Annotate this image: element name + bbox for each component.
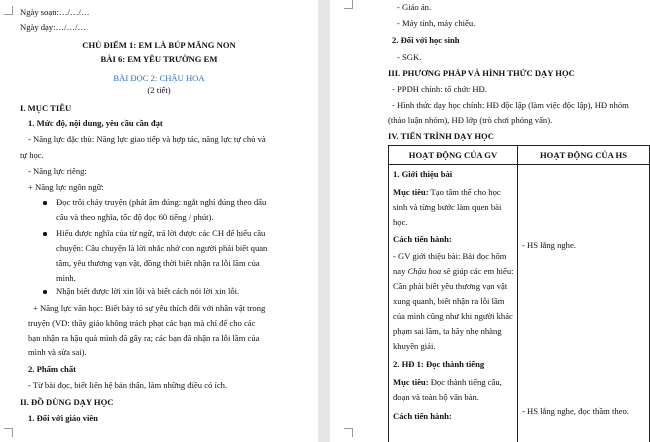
list-item: - Máy tính, máy chiếu.: [397, 18, 476, 28]
table-divider: [517, 146, 518, 442]
section-heading: IV. TIẾN TRÌNH DẠY HỌC: [388, 131, 494, 141]
table-header-student: HOẠT ĐỘNG CỦA HS: [540, 150, 627, 160]
bullet-item-cont: tâm, yêu thương vạn vật, đồng thời biết nhận ra lỗi lầm của: [56, 258, 260, 268]
goal-text: Tạo tâm thế cho học: [428, 187, 501, 197]
activity-step-cont: khuyên giải.: [393, 341, 436, 351]
method-label: Cách tiến hành:: [393, 411, 452, 421]
activity-goal-cont: học.: [393, 217, 408, 227]
document-page-left: [0, 0, 318, 442]
activity-goal: [393, 377, 502, 388]
paragraph: + Năng lực ngôn ngữ:: [28, 182, 104, 192]
periods: (2 tiết): [147, 85, 171, 95]
date-taught: Ngày dạy:…/…/…: [20, 22, 87, 32]
paragraph: - Năng lực riêng:: [28, 166, 87, 176]
margin-marker: [4, 6, 13, 15]
paragraph: - Từ bài đọc, biết liên hệ bản thân, làm những điều có ích.: [28, 380, 228, 390]
date-prepared: Ngày soạn:…/…/…: [20, 7, 90, 17]
paragraph: mình và sửa sai).: [28, 347, 87, 357]
paragraph: - PPDH chính: tổ chức HĐ.: [392, 84, 487, 94]
paragraph: truyện (VD: thầy giáo không trách phạt các bạn mà chỉ để cho các: [28, 318, 256, 328]
sub-heading: 2. Phẩm chất: [28, 364, 76, 374]
table-divider: [389, 164, 649, 165]
text-run: nay: [393, 266, 408, 276]
activity-title: 2. HĐ 1: Đọc thành tiếng: [393, 359, 485, 369]
activity-step-cont: phạm sai lầm, ta hãy nhẹ nhàng: [393, 326, 502, 336]
sub-heading: 1. Đối với giáo viên: [28, 413, 98, 423]
activity-step-cont: xung quanh, biết nhận ra lỗi lầm: [393, 296, 505, 306]
table-header-teacher: HOẠT ĐỘNG CỦA GV: [408, 150, 498, 160]
activity-goal: [393, 187, 501, 198]
theme-title: CHỦ ĐIỂM 1: EM LÀ BÚP MĂNG NON: [82, 40, 236, 50]
bullet-item-cont: câu và theo nghĩa, tốc độ đọc 60 tiếng / phút).: [56, 212, 214, 222]
method-label: Cách tiến hành:: [393, 234, 452, 244]
margin-marker: [344, 428, 353, 437]
story-title: Chậu hoa: [407, 266, 442, 276]
paragraph: + Năng lực văn học: Biết bày tỏ sự yêu thích đối với nhân vật trong: [33, 303, 266, 313]
section-heading: II. ĐỒ DÙNG DẠY HỌC: [20, 397, 114, 407]
paragraph: (thảo luận nhóm), HĐ lớp (trò chơi phỏng vấn).: [388, 115, 553, 125]
activity-step-cont: [393, 266, 514, 277]
bullet-item-cont: chuyện: Câu chuyện là lời nhắc nhở con người phải biết quan: [56, 243, 268, 253]
lesson-activity-table: [388, 145, 650, 442]
activity-step-cont: Cần phải biết yêu thương vạn vật: [393, 281, 508, 291]
bullet-item: Hiểu được nghĩa của từ ngữ, trả lời được các CH để hiểu câu: [56, 228, 266, 238]
goal-label: Mục tiêu:: [393, 377, 429, 387]
paragraph: - Hình thức dạy học chính: HĐ độc lập (làm việc độc lập), HĐ nhóm: [392, 100, 629, 110]
paragraph: - Năng lực đặc thù: Năng lực giao tiếp và hợp tác, năng lực tự chủ và: [28, 134, 266, 144]
section-heading: III. PHƯƠNG PHÁP VÀ HÌNH THỨC DẠY HỌC: [388, 68, 575, 78]
list-item: - SGK.: [397, 52, 422, 62]
goal-label: Mục tiêu:: [393, 187, 429, 197]
text-run: sẽ giúp các em hiểu:: [441, 266, 514, 276]
paragraph: bạn nhận ra hậu quả mình đã gây ra; các bạn đã nhận ra lỗi lầm của: [28, 333, 260, 343]
student-activity: - HS lắng nghe, đọc thầm theo.: [522, 406, 629, 416]
bullet-item: Nhận biết được lời xin lỗi và biết cách nói lời xin lỗi.: [56, 286, 240, 296]
section-heading: I. MỤC TIÊU: [20, 103, 72, 113]
sub-heading: 2. Đối với học sinh: [392, 35, 460, 45]
reading-title: BÀI ĐỌC 2: CHẬU HOA: [113, 73, 205, 83]
activity-title: 1. Giới thiệu bài: [393, 169, 453, 179]
goal-text: Đọc thành tiếng câu,: [428, 377, 502, 387]
paragraph: tự học.: [20, 150, 44, 160]
student-activity: - HS lắng nghe.: [522, 240, 576, 250]
lesson-title: BÀI 6: EM YÊU TRƯỜNG EM: [100, 54, 218, 64]
list-item: - Giáo án.: [397, 2, 432, 12]
document-page-right: [330, 0, 650, 442]
bullet-item: Đọc trôi chảy truyện (phát âm đúng: ngắt nghỉ đúng theo dấu: [56, 197, 267, 207]
margin-marker: [4, 428, 13, 437]
margin-marker: [344, 0, 353, 9]
activity-step-cont: của mình cũng như khi người khác: [393, 311, 513, 321]
bullet-item-cont: mình.: [56, 273, 76, 283]
sub-heading: 1. Mức độ, nội dung, yêu cầu cần đạt: [28, 118, 163, 128]
activity-goal-cont: sinh và từng bước làm quen bài: [393, 202, 502, 212]
activity-step: - GV giới thiệu bài: Bài đọc hôm: [393, 251, 507, 261]
activity-goal-cont: đoạn và toàn bộ văn bản.: [393, 392, 479, 402]
